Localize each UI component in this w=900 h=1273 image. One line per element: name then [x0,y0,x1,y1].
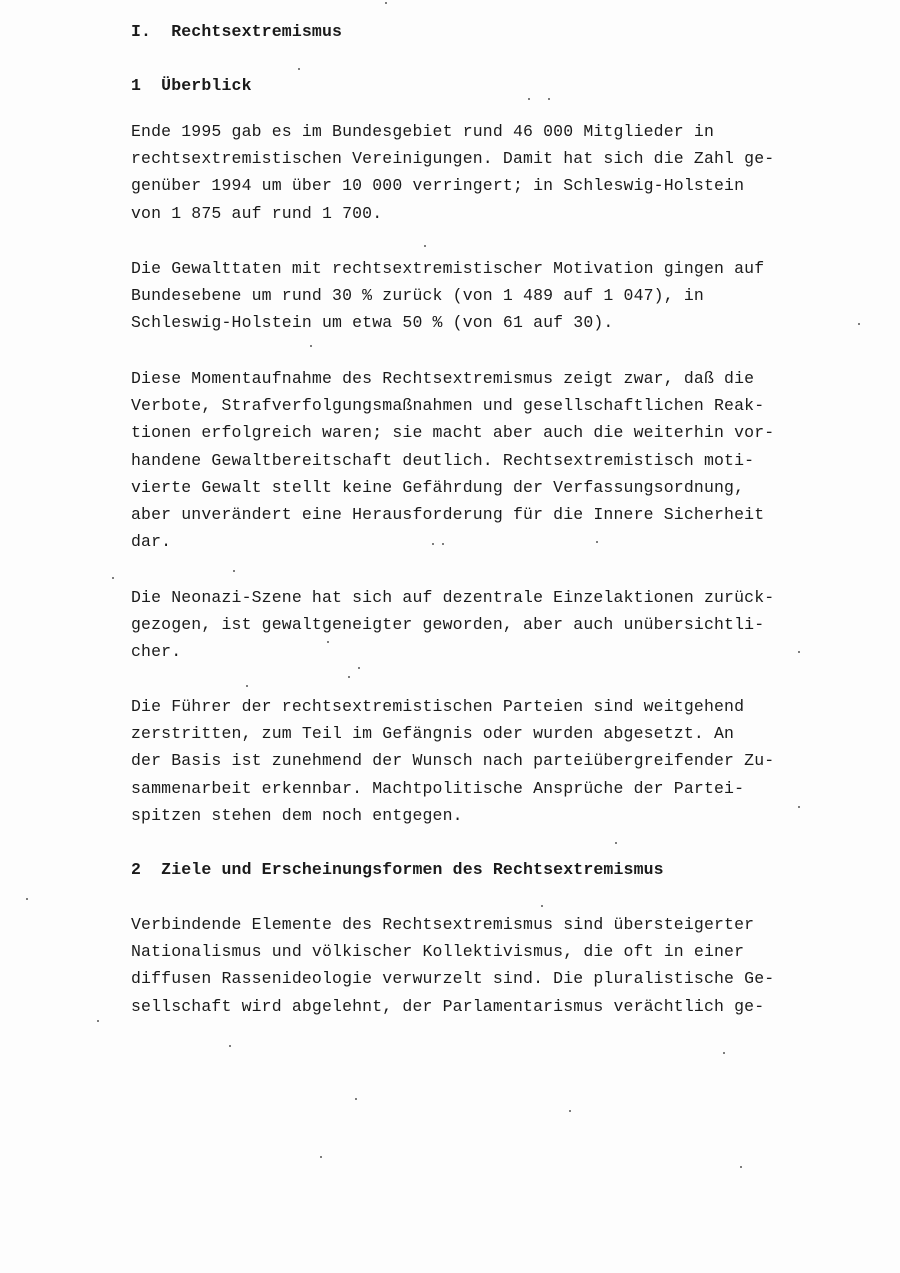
text-line: Diese Momentaufnahme des Rechtsextremismus zeigt zwar, daß die [131,369,755,388]
scan-speck [798,806,800,808]
scan-speck [298,68,300,70]
text-line: Nationalismus und völkischer Kollektivismus, die oft in einer [131,942,745,962]
text-line: Schleswig-Holstein um etwa 50 % (von 61 auf 30). [131,313,614,333]
text-line: cher. [131,642,182,662]
text-line: zerstritten, zum Teil im Gefängnis oder wurden abgesetzt. An [131,724,735,744]
scan-speck [358,667,360,669]
scan-speck [26,898,28,900]
scan-speck [310,345,312,347]
text-line: Ende 1995 gab es im Bundesgebiet rund 46 000 Mitglieder in [131,122,714,141]
scan-speck [596,541,598,543]
scan-speck [97,1020,99,1022]
scan-speck [569,1110,571,1112]
paragraph-membership [131,118,851,227]
scan-speck [442,543,444,545]
text-line: gezogen, ist gewaltgeneigter geworden, aber auch unübersichtli- [131,615,765,635]
text-line: aber unverändert eine Herausforderung für die Innere Sicherheit [131,504,765,524]
scan-speck [740,1166,742,1168]
text-line: rechtsextremistischen Vereinigungen. Damit hat sich die Zahl ge- [131,149,775,169]
scan-speck [424,245,426,247]
text-line: Die Neonazi-Szene hat sich auf dezentrale Einzelaktionen zurück- [131,588,775,607]
scan-speck [233,570,235,572]
text-line: sammenarbeit erkennbar. Machtpolitische Ansprüche der Partei- [131,778,745,798]
scan-speck [528,98,530,100]
paragraph-assessment [131,365,851,555]
scan-speck [615,842,617,844]
text-line: sellschaft wird abgelehnt, der Parlamentarismus verächtlich ge- [131,996,765,1016]
text-line: spitzen stehen dem noch entgegen. [131,805,463,825]
text-line: vierte Gewalt stellt keine Gefährdung der Verfassungsordnung, [131,477,745,497]
text-line: Bundesebene um rund 30 % zurück (von 1 489 auf 1 047), in [131,286,704,306]
text-line: der Basis ist zunehmend der Wunsch nach parteiübergreifender Zu- [131,751,775,771]
text-line: Verbote, Strafverfolgungsmaßnahmen und gesellschaftlichen Reak- [131,396,765,416]
text-line: genüber 1994 um über 10 000 verringert; in Schleswig-Holstein [131,176,745,196]
paragraph-common-elements [131,911,851,1020]
text-line: Die Gewalttaten mit rechtsextremistischer Motivation gingen auf [131,259,765,278]
text-line: Verbindende Elemente des Rechtsextremismus sind übersteigerter [131,915,755,934]
scan-speck [246,685,248,687]
scan-speck [348,676,350,678]
scan-speck [385,2,387,4]
text-line: Die Führer der rechtsextremistischen Parteien sind weitgehend [131,697,745,716]
scan-speck [541,905,543,907]
paragraph-neonazi-scene [131,584,851,666]
scan-speck [112,577,114,579]
scan-speck [432,543,434,545]
scan-speck [355,1098,357,1100]
scan-speck [320,1156,322,1158]
text-line: dar. [131,532,172,552]
paragraph-party-leaders [131,693,851,829]
text-line: handene Gewaltbereitschaft deutlich. Rechtsextremistisch moti- [131,450,755,470]
scan-speck [798,651,800,653]
scan-speck [229,1045,231,1047]
text-line: von 1 875 auf rund 1 700. [131,203,383,223]
section-heading-goals: 2 Ziele und Erscheinungsformen des Rechtsextremismus [131,860,664,879]
section-heading-overview: 1 Überblick [131,76,252,95]
text-line: diffusen Rassenideologie verwurzelt sind. Die pluralistische Ge- [131,969,775,989]
chapter-heading: I. Rechtsextremismus [131,22,343,41]
scan-speck [858,323,860,325]
text-line: tionen erfolgreich waren; sie macht aber auch die weiterhin vor- [131,423,775,443]
paragraph-violence-statistics [131,255,851,337]
scan-speck [327,641,329,643]
scan-speck [548,98,550,100]
scan-speck [723,1052,725,1054]
